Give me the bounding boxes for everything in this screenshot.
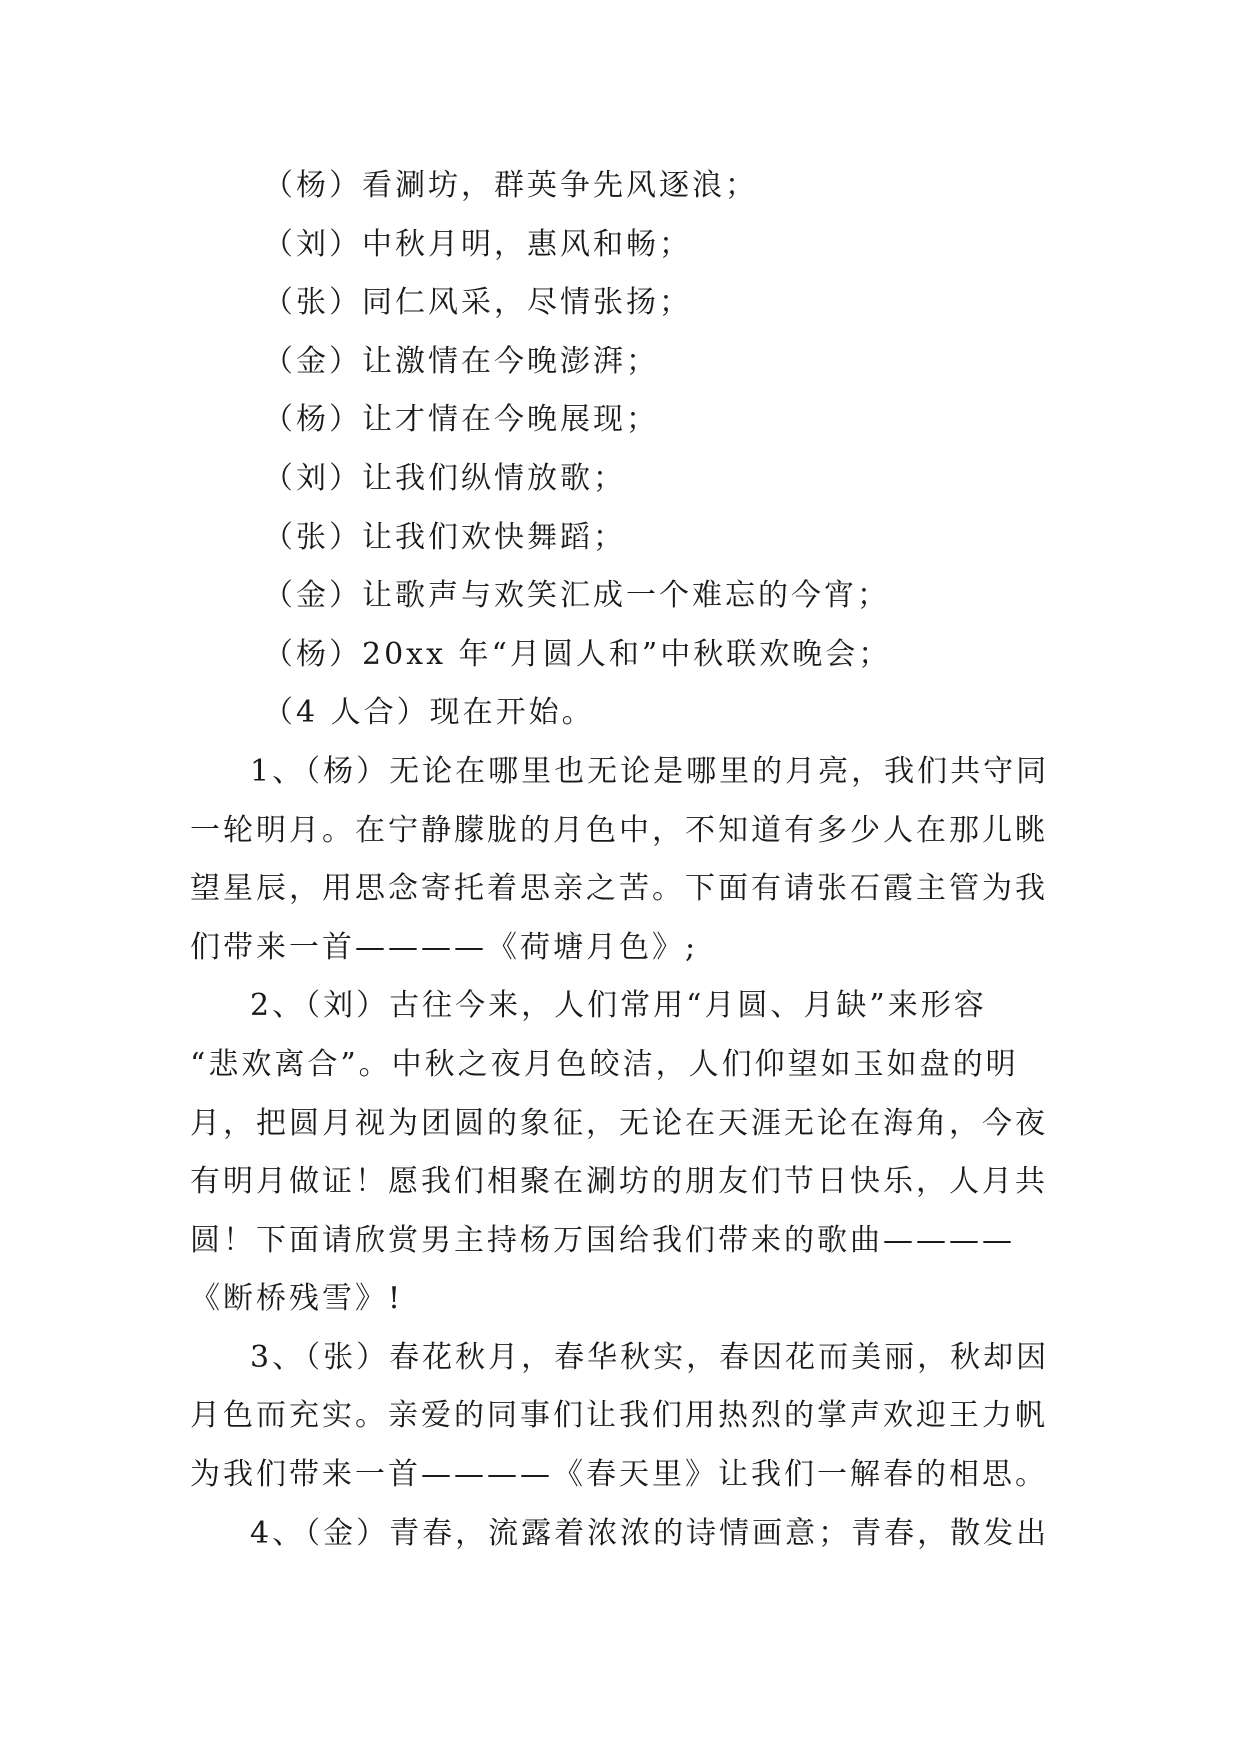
paragraph-1-line: 一轮明月。在宁静朦胧的月色中，不知道有多少人在那儿眺	[190, 812, 1048, 848]
document-body	[190, 157, 1070, 1563]
dialogue-line: （杨）20xx 年“月圆人和”中秋联欢晚会；	[263, 636, 892, 672]
paragraph-2-line: “悲欢离合”。中秋之夜月色皎洁，人们仰望如玉如盘的明	[190, 1046, 1019, 1082]
dialogue-line: （刘）中秋月明，惠风和畅；	[263, 226, 692, 262]
paragraph-2-line: 圆！下面请欣赏男主持杨万国给我们带来的歌曲————	[190, 1222, 1015, 1258]
dialogue-line: （杨）让才情在今晚展现；	[263, 402, 659, 438]
dialogue-line: （金）让激情在今晚澎湃；	[263, 343, 659, 379]
paragraph-3-line: 月色而充实。亲爱的同事们让我们用热烈的掌声欢迎王力帆	[190, 1398, 1048, 1434]
paragraph-3-line: 3、（张）春花秋月，春华秋实，春因花而美丽，秋却因	[250, 1339, 1050, 1375]
paragraph-1-line: 1、（杨）无论在哪里也无论是哪里的月亮，我们共守同	[250, 753, 1050, 789]
paragraph-3-line: 为我们带来一首————《春天里》让我们一解春的相思。	[190, 1457, 1048, 1493]
paragraph-2-line: 月，把圆月视为团圆的象征，无论在天涯无论在海角，今夜	[190, 1105, 1048, 1141]
dialogue-line: （4 人合）现在开始。	[263, 695, 595, 731]
dialogue-line: （张）让我们欢快舞蹈；	[263, 519, 626, 555]
paragraph-2-line: 2、（刘）古往今来，人们常用“月圆、月缺”来形容	[250, 988, 987, 1024]
dialogue-line: （刘）让我们纵情放歌；	[263, 460, 626, 496]
paragraph-2-line: 《断桥残雪》!	[190, 1281, 404, 1317]
paragraph-1-line: 望星辰，用思念寄托着思亲之苦。下面有请张石霞主管为我	[190, 871, 1048, 907]
paragraph-2-line: 有明月做证！愿我们相聚在涮坊的朋友们节日快乐，人月共	[190, 1164, 1048, 1200]
paragraph-1-line: 们带来一首————《荷塘月色》;	[190, 929, 699, 965]
paragraph-4-line: 4、（金）青春，流露着浓浓的诗情画意；青春，散发出	[250, 1515, 1050, 1551]
dialogue-line: （金）让歌声与欢笑汇成一个难忘的今宵；	[263, 578, 890, 614]
dialogue-line: （杨）看涮坊，群英争先风逐浪；	[263, 168, 758, 203]
dialogue-line: （张）同仁风采，尽情张扬；	[263, 285, 692, 321]
